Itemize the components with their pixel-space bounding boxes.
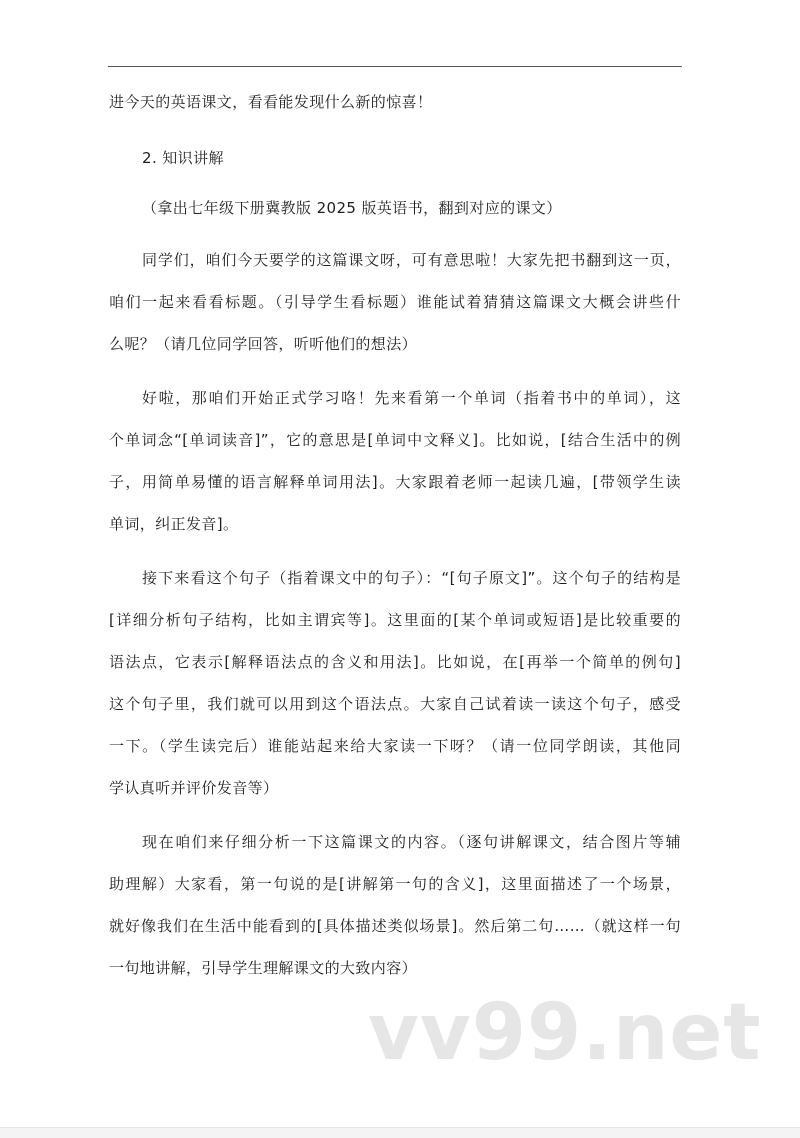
text-line: 么呢？（请几位同学回答，听听他们的想法） [109, 335, 418, 353]
text-line: 现在咱们来仔细分析一下这篇课文的内容。（逐句讲解课文，结合图片等辅 [142, 833, 681, 851]
watermark: vv99.net [368, 988, 762, 1078]
text-line: 同学们，咱们今天要学的这篇课文呀，可有意思啦！大家先把书翻到这一页， [142, 251, 681, 269]
text-line: （拿出七年级下册冀教版 2025 版英语书，翻到对应的课文） [142, 199, 562, 217]
page-bottom-edge [0, 1127, 800, 1138]
text-line: 一下。（学生读完后）谁能站起来给大家读一下呀？（请一位同学朗读，其他同 [109, 737, 681, 755]
text-line: 这个句子里，我们就可以用到这个语法点。大家自己试着读一读这个句子，感受 [109, 695, 681, 713]
text-line: 咱们一起来看看标题。（引导学生看标题）谁能试着猜猜这篇课文大概会讲些什 [109, 293, 681, 311]
text-line: 接下来看这个句子（指着课文中的句子）：“[句子原文]”。这个句子的结构是 [142, 569, 681, 587]
text-line: 进今天的英语课文，看看能发现什么新的惊喜！ [109, 93, 433, 111]
text-line: 学认真听并评价发音等） [109, 779, 279, 797]
text-line: 语法点，它表示[解释语法点的含义和用法]。比如说，在[再举一个简单的例句] [109, 653, 681, 671]
text-line: 单词，纠正发音]。 [109, 515, 239, 533]
text-line: 子，用简单易懂的语言解释单词用法]。大家跟着老师一起读几遍，[带领学生读 [109, 473, 681, 491]
text-line: 就好像我们在生活中能看到的[具体描述类似场景]。然后第二句……（就这样一句 [109, 917, 681, 935]
text-line: 个单词念“[单词读音]”，它的意思是[单词中文释义]。比如说，[结合生活中的例 [109, 431, 681, 449]
header-rule [108, 66, 682, 67]
text-line: 好啦，那咱们开始正式学习咯！先来看第一个单词（指着书中的单词），这 [142, 389, 681, 407]
text-line: 一句地讲解，引导学生理解课文的大致内容） [109, 959, 418, 977]
text-line: 助理解）大家看，第一句说的是[讲解第一句的含义]，这里面描述了一个场景， [109, 875, 681, 893]
text-line: [详细分析句子结构，比如主谓宾等]。这里面的[某个单词或短语]是比较重要的 [109, 611, 681, 629]
section-heading: 2. 知识讲解 [142, 149, 224, 167]
